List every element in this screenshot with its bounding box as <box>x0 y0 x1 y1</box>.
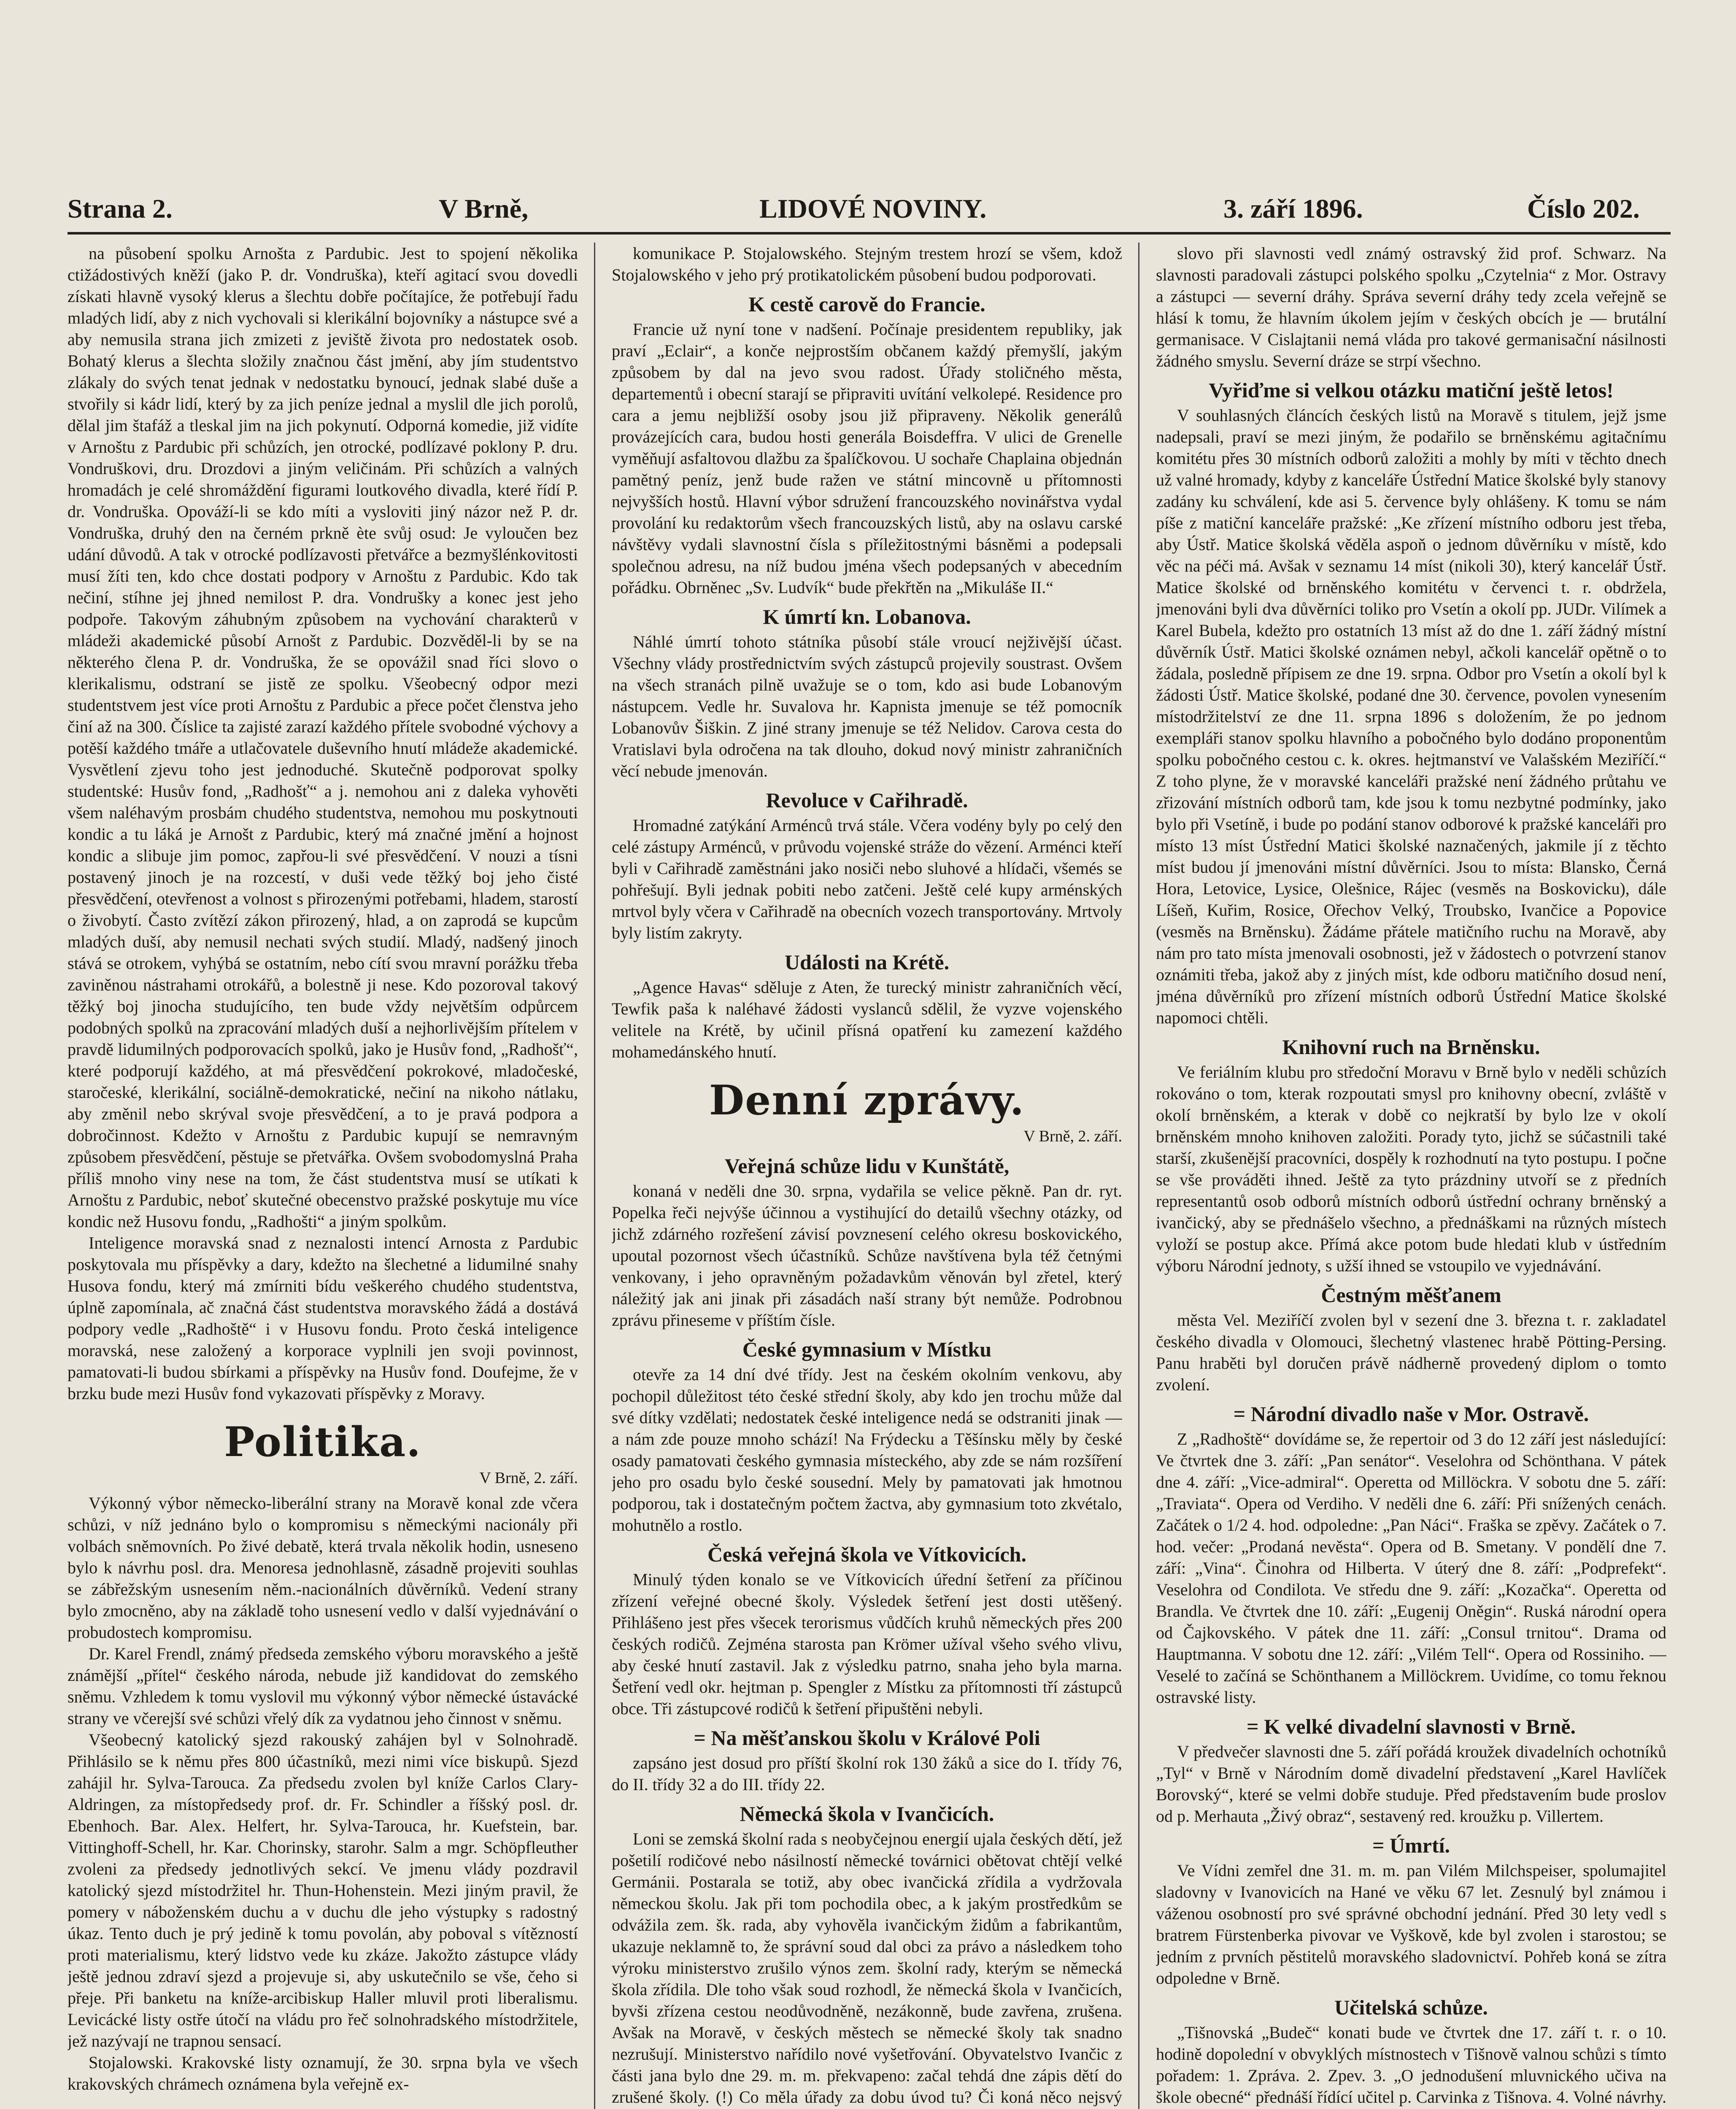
article-text: zapsáno jest dosud pro příští školní rok 130 žáků a sice do I. třídy 76, do II. třídy 32 a do III. třídy 22. <box>612 1753 1122 1794</box>
article-text: V předvečer slavnosti dne 5. září pořádá kroužek divadelních ochotníků „Tyl“ v Brně v Národním domě divadelní představení „Karel Havlíček Borovský“, které se velmi dobře studuje. Před představením bude proslov od p. Merhauta „Živý obraz“, sestavený red. kroužku p. Villertem. <box>1156 1742 1666 1826</box>
article-heading: = Na měšťanskou školu v Králové Poli <box>694 1726 1040 1750</box>
article-heading: Čestným měšťanem <box>1321 1283 1501 1307</box>
column-rule <box>1138 243 1139 2109</box>
article-heading: = K velké divadelní slavnosti v Brně. <box>1247 1715 1576 1738</box>
article-text: konaná v neděli dne 30. srpna, vydařila se velice pěkně. Pan dr. ryt. Popelka řeči nejvýše účinnou a vystihující do detailů všechny otázky, od jichž zdárného rozřešení závisí povznesení celého okresu boskovického, upoutal pozornost všech účastníků. Schůze navštívena byla též četnými venkovany, i jeho opravněným požadavkům věnován byl zřetel, který náležitý jak ani jinak při zásadách naší strany být nemůže. Podrobnou zprávu přineseme v příštím čísle. <box>612 1181 1122 1330</box>
column-rule <box>594 243 595 2109</box>
article-heading: Učitelská schůze. <box>1334 1996 1488 2019</box>
article-text: otevře za 14 dní dvé třídy. Jest na českém okolním venkovu, aby pochopil důležitost této české střední školy, aby kdo jen trochu může dal své dítky vzdělati; nedostatek české inteligence nedá se odstraniti jinak — a nám zde pouze mnoho schází! Na Frýdecku a Těšínsku měly by české osady pamatovati českého gymnasia místeckého, aby zde se nám rozšíření jeho pro osadu bylo české sousední. Mely by pamatovati jak hmotnou podporou, tak i dostatečným počtem žactva, aby gymnasium toto zkvétalo, mohutnělo a rostlo. <box>612 1365 1122 1535</box>
article-heading: K úmrtí kn. Lobanova. <box>763 605 971 628</box>
dateline: V Brně, 2. září. <box>1023 1127 1122 1145</box>
article-heading: Události na Krétě. <box>784 950 950 974</box>
article-text: Ve feriálním klubu pro středoční Moravu v Brně bylo v neděli schůzích rokováno o tom, kterak rozpoutati smysl pro knihovny obecní, zvláště v okolí brněnském, a kterak v době co nejkratší by bylo lze v okolí brněnském mnoho knihoven založiti. Porady tyto, jichž se súčastnili také starší, zkušenější pracovníci, dospěly k rozhodnutí na tyto postupu. I počne se vše prováděti ihned. Ještě za tyto prázdniny utvoří se z předních representantů osob odborů místních odborů ústřední ochrany brněnský a ivančický, aby se přednášelo všechno, a přednáškami na různých místech vyloží se postup akce. Přímá akce potom bude hledati klub v ústředním výboru Národní jednoty, s užší ihned se vstoupilo ve vyjednávání. <box>1156 1063 1666 1275</box>
article-text: Stojalowski. Krakovské listy oznamují, že 30. srpna byla ve všech krakovských chrámech oznámena byla veřejně ex- <box>67 2053 578 2093</box>
article-text: Výkonný výbor německo-liberální strany na Moravě konal zde včera schůzi, v níž jednáno bylo o kompromisu s německými nacionály při volbách sněmovních. Po živé debatě, která trvala několik hodin, usneseno bylo k návrhu posl. dra. Menoresa jednohlasně, zásadně projeviti souhlas se zábřežským usnesením něm.-nacionálních důvěrníků. Vedení strany bylo zmocněno, aby na základě toho usnesení vedlo v další vyjednávání o probudostech kompromisu. <box>67 1494 578 1642</box>
article-text: slovo při slavnosti vedl známý ostravský žid prof. Schwarz. Na slavnosti paradovali zástupci polského spolku „Czytelnia“ z Mor. Ostravy a zástupci — severní dráhy. Správa severní dráhy tedy zcela veřejně se hlásí k tomu, že hlavním úkolem jejím v českých obcích je — brutální germanisace. V Cislajtanii nemá vláda pro takové germanisační násilnosti žádného smyslu. Severní dráze se strpí všechno. <box>1156 244 1666 370</box>
article-text: Inteligence moravská snad z neznalosti intencí Arnosta z Pardubic poskytovala mu příspěvky a dary, kdežto na šlechetné a lidumilné snahy Husova fondu, který má zmírniti bídu veškerého chudého studentstva, úplně zapomínala, ač značná část studentstva moravského žádá a dostává podpory vedle „Radhoště“ i v Husovu fondu. Proto česká inteligence moravská, nese založený a korporace vyplnili jen svoji povinnost, pamatovati-li budou sbírkami a příspěvky na Husův fond. Doufejme, že v brzku bude mezi Husův fond vykazovati příspěvky z Moravy. <box>67 1233 578 1403</box>
article-heading: Knihovní ruch na Brněnsku. <box>1282 1035 1540 1059</box>
article-text: města Vel. Meziříčí zvolen byl v sezení dne 3. března t. r. zakladatel českého divadla v Olomouci, šlechetný vlastenec hrabě Pötting-Persing. Panu hraběti byl doručen právě nádherně provedený diplom o tomto zvolení. <box>1156 1311 1666 1394</box>
article-text: Francie už nyní tone v nadšení. Počínaje presidentem republiky, jak praví „Eclair“, a konče nejprostším občanem každý přemyšlí, jakým způsobem by dal na jevo svou radost. Úřady stoličného města, departementů i obecní starají se připraviti uvítání velkolepé. Residence pro cara a jemu nejbližší osoby jsou již připraveny. Několik generálů provázejících cara, budou hosti generála Boisdeffra. V ulici de Grenelle vyměňují asfaltovou dlažbu za špalíčkovou. U sochaře Chaplaina objednán pamětný peníz, jenž bude ražen ve státní mincovně u přítomnosti nejvyšších hostů. Hlavní výbor sdružení francouzského novinářstva vydal provolání ku redaktorům všech francouzských listů, aby na oslavu carské návštěvy vydali slavnostní čísla s příležitostnými básněmi a podepsali společnou adresu, na níž budou jména všech podepsaných v abecedním pořádku. Obrněnec „Sv. Ludvík“ bude překřtěn na „Mikuláše II.“ <box>612 320 1122 597</box>
page-label: Strana 2. <box>67 194 173 224</box>
section-heading-denni-zpravy: Denní zprávy. <box>709 1076 1025 1124</box>
article-text: Minulý týden konalo se ve Vítkovicích úřední šetření za příčinou zřízení veřejné obecné školy. Výsledek šetření jest dosti utěšený. Přihlášeno jest přes všecek terorismus vůdčích kruhů německých přes 200 českých rodičů. Zejména starosta pan Krömer užíval všeho svého vlivu, aby české hnutí zastavil. Jak z výsledku patrno, snaha jeho byla marna. Šetření vedl okr. hejtman p. Spengler z Místku za přítomnosti tří zástupců obce. Tři zástupcové rodičů k šetření připuštěni nebyli. <box>612 1570 1122 1718</box>
place-label: V Brně, <box>439 194 529 224</box>
article-text: Dr. Karel Frendl, známý předseda zemského výboru moravského a ještě známější „přítel“ českého národa, nebude již kandidovat do zemského sněmu. Vzhledem k tomu vyslovil mu výkonný výbor německé ústavácké strany ve včerejší své schůzi vřelý dík za vydatnou jeho činnost v sněmu. <box>67 1644 578 1728</box>
article-heading: České gymnasium v Místku <box>742 1338 992 1361</box>
article-heading: Německá škola v Ivančicích. <box>740 1802 994 1826</box>
article-heading: K cestě carově do Francie. <box>748 292 985 316</box>
issue-date: 3. září 1896. <box>1223 194 1363 224</box>
article-heading: Veřejná schůze lidu v Kunštátě, <box>724 1154 1010 1178</box>
article-text: V souhlasných článcích českých listů na Moravě s titulem, jejž jsme nadepsali, praví se mezi jiným, že podařilo se brněnskému agitačnímu komitétu přes 30 místních odborů založiti a mohly by míti v těchto dnech už valné hromady, kdyby z kanceláře Ústřední Matice školské byly stanovy zadány ku schválení, kde asi 5. července byly ohlášeny. K tomu se nám píše z matiční kanceláře pražské: „Ke zřízení místního odboru jest třeba, aby Ústř. Matice školská věděla aspoň o jednom důvěrníku v místě, kdo věc na péči má. Avšak v seznamu 14 míst (nikoli 30), který kancelář Ústř. Matice školské od brněnského komitétu v červenci t. r. obdržela, jmenováni byli dva důvěrníci toliko pro Vsetín a okolí pp. JUDr. Vilímek a Karel Bubela, kdežto pro ostatních 13 míst až do dne 1. září žádný místní důvěrník Ústř. Matici školské oznámen nebyl, ačkoli kancelář opětně o to žádala, posledně přípisem ze dne 19. srpna. Odbor pro Vsetín a okolí byl k žádosti Ústř. Matice školské, podané dne 30. července, povolen vynesením místodržitelství ze dne 11. srpna 1896 s doložením, že po jednom exempláři stanov spolku hlavního a pobočného bylo dodáno proponentům spolku pobočného cestou c. k. okres. hejtmanství ve Valašském Meziříčí.“ Z toho plyne, že v moravské kanceláři pražské není žádného průtahu ve zřizování místních odborů tam, kde jsou k tomu nezbytné podmínky, jako bylo při Vsetíně, i bude po podání stanov odborové k pražské kanceláři pro místo 13 míst Ústřední Matici školské naznačených, jakmile jí z těchto míst budou jí jmenováni místní důvěrníci. Jsou to místa: Blansko, Černá Hora, Letovice, Lysice, Olešnice, Rájec (vesměs na Boskovicku), dále Líšeň, Kuřim, Rosice, Ořechov Velký, Troubsko, Ivančice a Popovice (vesměs na Brněnsku). Žádáme přátele matičního ruchu na Moravě, aby nám pro tato místa jmenovali osobnosti, jež v žádostech o potvrzení stanov oznámiti třeba, jakož aby z jiných míst, kde odboru matičního dosud není, jména důvěrníků pro zřízení místních odborů Ústřední Matice školské napomoci chtěli. <box>1156 406 1666 1027</box>
article-text: „Agence Havas“ sděluje z Aten, že turecký ministr zahraničních věcí, Tewfik paša k naléhavé žádosti vyslanců sdělil, že vyzve vojenského velitele na Krétě, by učinil přísná opatření ku zamezení každého mohamedánského hnutí. <box>612 978 1122 1061</box>
article-text: „Tišnovská „Budeč“ konati bude ve čtvrtek dne 17. září t. r. o 10. hodině dopolední v obvyklých místnostech v Tišnově valnou schůzi s tímto pořadem: 1. Zpráva. 2. Zpev. 3. „O jednodušení mluvnického učiva na škole obecné“ přednáší řídící učitel p. Carvinka z Tišnova. 4. Volné návrhy. <box>1156 2023 1666 2106</box>
article-text: Ve Vídni zemřel dne 31. m. m. pan Vilém Milchspeiser, spolumajitel sladovny v Ivanovicích na Hané ve věku 67 let. Zesnulý byl známou i váženou osobností pro své správné obchodní jednání. Před 30 lety vedl s bratrem Fürstenberka pivovar ve Vyškově, kde byl zvolen i starostou; se jedním z prvních pěstitelů moravského sladovnictví. Pohřeb koná se zítra odpoledne v Brně. <box>1156 1861 1666 1988</box>
newspaper-title: LIDOVÉ NOVINY. <box>759 194 987 224</box>
article-text: Hromadné zatýkání Arménců trvá stále. Včera vodény byly po celý den celé zástupy Arménců, v průvodu vojenské stráže do vězení. Arménci kteří byli v Cařihradě zaměstnáni jako nosiči nebo sluhové a hlídači, všemés se pohřešují. Byli jednak pobiti nebo zatčeni. Ještě celé kupy arménských mrtvol byly včera v Cařihradě na obecních vozech transportovány. Mrtvoly byly listím zakryty. <box>612 816 1122 942</box>
article-heading: Vyřiďme si velkou otázku matiční ještě letos! <box>1209 378 1614 402</box>
page-header <box>67 186 1671 235</box>
article-text: komunikace P. Stojalowského. Stejným trestem hrozí se všem, kdož Stojalowského v jeho prý protikatolickém působení budou podporovati. <box>612 244 1122 284</box>
article-text: Z „Radhoště“ dovídáme se, že repertoir od 3 do 12 září jest následující: Ve čtvrtek dne 3. září: „Pan senátor“. Veselohra od Schönthana. V pátek dne 4. září: „Vice-admiral“. Operetta od Millöckra. V sobotu dne 5. září: „Traviata“. Opera od Verdiho. V neděli dne 6. září: Při snížených cenách. Začátek o 1/2 4. hod. odpoledne: „Pan Náci“. Fraška se zpěvy. Začátek o 7. hod. večer: „Prodaná nevěsta“. Opera od B. Smetany. V pondělí dne 7. září: „Vina“. Činohra od Hilberta. V úterý dne 8. září: „Podprefekt“. Veselohra od Condilota. Ve středu dne 9. září: „Kozačka“. Operetta od Brandla. Ve čtvrtek dne 10. září: „Eugenij Oněgin“. Ruská národní opera od Čajkovského. V pátek dne 11. září: „Consul trnitou“. Drama od Hauptmanna. V sobotu dne 12. září: „Vilém Tell“. Opera od Rossiniho. — Veselé to začíná se Schönthanem a Millöckrem. Uvidíme, co tomu řeknou ostravské listy. <box>1156 1429 1666 1707</box>
column-2 <box>612 243 1122 2109</box>
article-text: na působení spolku Arnošta z Pardubic. Jest to spojení několika ctižádostivých kněží (jako P. dr. Vondruška), kteří agitací svou dovedli získati hlavně vysoký klerus a šlechtu dobře počítajíce, že potřebují řadu mladých lidí, aby z nich vychovali si klerikální bojovníky a nástupce své a aby nemusila strana jich zmizeti z jeviště života pro nedostatek osob. Bohatý klerus a šlechta složily značnou část jmění, aby jím studentstvo zlákaly do svých tenat jednak v nedostatku bynoucí, jednak slabé duše a stvořily si kádr lidí, který by za jich peníze jednal a myslil dle jich porolů, dělal jim štafáž a tleskal jim na jich pokynutí. Odporná komedie, již vidíte v Arnoštu z Pardubic při schůzích, jen otrocké, podlízavé poklony P. dru. Vondruškovi, dru. Drozdovi a jiným veličinám. Při schůzích a valných hromadách je celé shromáždění figurami loutkového divadla, které řídí P. dr. Vondruška. Opováží-li se kdo míti a vysloviti jiný názor než P. dr. Vondruška, druhý den na černém prkně ète svůj osud: Je vyloučen bez udání důvodů. A tak v otrocké podlízavosti přetvářce a bezmyšlénkovitosti musí žíti ten, kdo chce dostati podpory v Arnoštu z Pardubic. Kdo tak nečiní, stíhne jej jhned nemilost P. dra. Vondrušky a konec jest jeho podpoře. Takovým záhubným způsobem na vychování charakterů v mládeži akademické působí Arnošt z Pardubic. Dozvěděl-li by se na některého člena P. dr. Vondruška, že se opovážil snad říci slovo o klerikalismu, odstraní se jistě ze spolku. Všeobecný odpor mezi studentstvem jest více proti Arnoštu z Pardubic a přece počet členstva jeho činí až na 300. Číslice ta zajisté zarazí každého přítele svobodné výchovy a potěší každého tmáře a utlačovatele duševního hnutí mládeže akademické. Vysvětlení zjevu toho jest jednoduché. Skutečně podporovat spolky studentské: Husův fond, „Radhošť“ a j. nemohou ani z daleka vyhověti všem naléhavým prosbám chudého studentstva, nemohou mu poskytnouti kondic a tu láká je Arnošt z Pardubic, který má značné jmění a hojnost kondic a slibuje jim pomoc, zapřou-li své přesvědčení. V nouzi a tísni postavený jinoch je na rozcestí, v duši vede těžký boj jeho čisté přesvědčení, otevřenost a volnost s přirozenými potřebami, hladem, starostí o živobytí. Často zvítězí zákon přirozený, hlad, a on zaprodá se kupcům mladých duší, aby nemusil nechati svých studií. Mladý, nadšený jinoch stává se otrokem, vyhýbá se ostatním, nebo cítí svou mravní porážku třeba zaviněnou nástrahami otrokářů, a bolestně ji nese. Kdo pozoroval takový těžký boj jinocha studujícího, ten bude vždy největším odpůrcem podobných spolků na zpracování mladých duší a nejhorlivějším přítelem v pravdě lidumilných podporovacích spolků, jako je Husův fond, „Radhošť“, které podporují každého, at má přesvědčení pokrokové, mladočeské, staročeské, klerikální, sociálně-demokratické, nečiní na nikoho nátlaku, aby změnil nebo skrýval svoje přesvědčení, a to je pravá podpora a dobročinnost. Kdežto v Arnoštu z Pardubic kupují se nemravným způsobem přesvědčení, pěstuje se přetvářka. Ovšem svobodomyslná Praha příliš mnoho viny nese na tom, že část studentstva musí se utíkati k Arnoštu z Pardubic, neboť skutečné obecenstvo pražské poskytuje mu více kondic než Husovu fondu, „Radhošti“ a jiným spolkům. <box>67 244 578 1231</box>
article-text: Náhlé úmrtí tohoto státníka působí stále vroucí nejživější účast. Všechny vlády prostřednictvím svých zástupců projevily soustrast. Ovšem na všech stranách pilně uvažuje se o tom, kdo asi bude Lobanovým nástupcem. Vedle hr. Suvalova hr. Kapnista jmenuje se též pomocník Lobanovův Šiškin. Z jiné strany jmenuje se též Nelidov. Carova cesta do Vratislavi byla odročena na tak dlouho, dokud nový ministr zahraničních věcí nebude jmenován. <box>612 632 1122 780</box>
dateline: V Brně, 2. září. <box>479 1469 578 1487</box>
column-3 <box>1156 243 1666 2109</box>
column-1 <box>67 243 578 2109</box>
article-text: Všeobecný katolický sjezd rakouský zahájen byl v Solnohradě. Přihlásilo se k němu přes 800 účastníků, mezi nimi více biskupů. Sjezd zahájil hr. Sylva-Tarouca. Za předsedu zvolen byl kníže Carlos Clary-Aldringen, za místopředsedy prof. dr. Fr. Schindler a říšský posl. dr. Ebenhoch. Bar. Alex. Helfert, hr. Sylva-Tarouca, hr. Kuefstein, bar. Vittinghoff-Schell, hr. Kar. Chorinsky, starohr. Salm a mgr. Schöpfleuther zvoleni za předsedy jednotlivých sekcí. Ve jmenu vlády pozdravil katolický sjezd místodržitel hr. Thun-Hohenstein. Mezi jiným pravil, že pomery v náboženském duchu a v duchu dle jeho výstupky s radostný úkaz. Tento duch je prý jedině k tomu povolán, aby poboval s vítězností proti materialismu, který lidstvo vede ku zkáze. Jakožto zástupce vlády ještě jednou zdraví sjezd a projevuje si, aby uskutečnilo se vše, čeho si přeje. Při banketu na kníže-arcibiskup Haller mluvil proti liberalismu. Levicácké listy ostře útočí na vládu pro řeč solnohradského místodržitele, jež nazývají ne trapnou sensací. <box>67 1730 578 2050</box>
article-columns <box>67 243 1671 2109</box>
article-text: Loni se zemská školní rada s neobyčejnou energií ujala českých dětí, jež pošetilí rodičové nebo násilností německé továrnici obětovat chtějí velké Germánii. Postarala se totiž, aby obec ivančická zřídila a vydržovala německou školu. Jak při tom pochodila obec, a k jakým prostředkům se odvážila zem. šk. rada, aby vyhověla ivančickým židům a fabrikantům, ukazuje neklamně to, že správní soud dal obci za právo a následkem toho výroku ministerstvo zrušilo výnos zem. školní rady, kterým se německá škola zřídila. Dle toho však soud rozhodl, že německá škola v Ivančicích, byvši zřízena cestou neodůvodněně, nezákonně, bude zavřena, zrušena. Avšak na Moravě, v českých městech se německé školy tak snadno nezrušují. Ministerstvo nařídilo nové vyšetřování. Obyvatelstvo Ivančic z části jana bylo dne 29. m. m. překvapeno: začal tehdá dne zápis dětí do zrušené školy. (!) Co měla úřady za dobu úvod tu? Či koná něco nejsvý <box>612 1829 1122 2106</box>
article-heading: = Úmrtí. <box>1372 1834 1450 1857</box>
article-heading: Revoluce v Cařihradě. <box>766 788 968 812</box>
article-heading: Česká veřejná škola ve Vítkovicích. <box>707 1543 1026 1566</box>
section-heading-politika: Politika. <box>224 1418 421 1466</box>
issue-number: Číslo 202. <box>1527 194 1640 224</box>
article-heading: = Národní divadlo naše v Mor. Ostravě. <box>1233 1402 1589 1426</box>
